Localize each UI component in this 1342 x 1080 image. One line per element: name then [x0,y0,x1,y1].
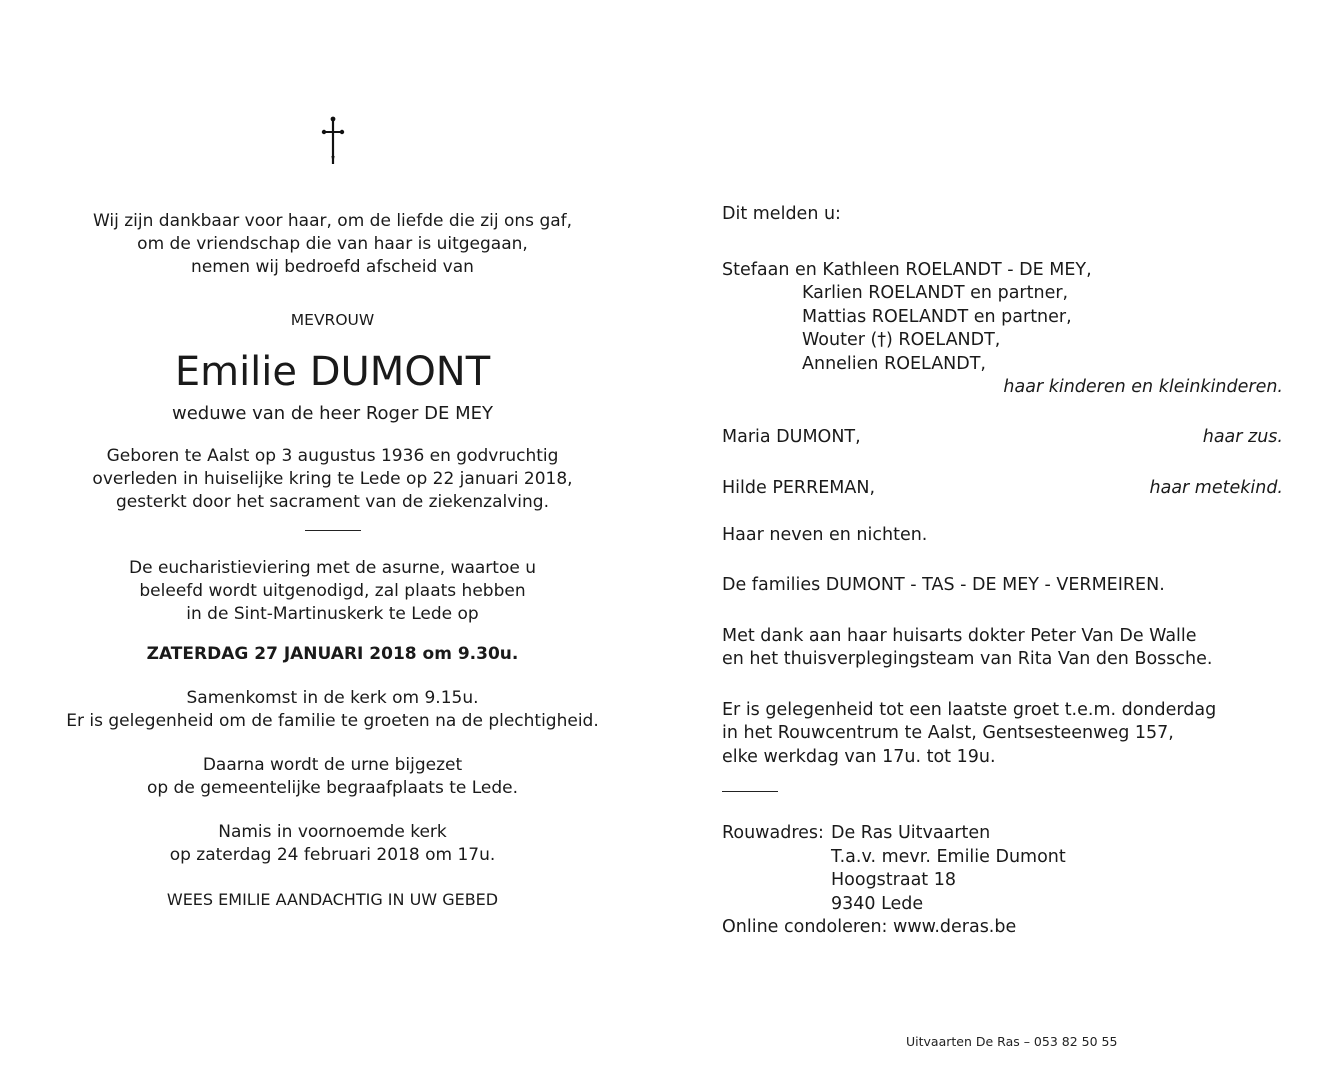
intro-line: nemen wij bedroefd afscheid van [191,257,474,277]
urn-line: op de gemeentelijke begraafplaats te Lede. [146,778,519,798]
intro-line: Wij zijn dankbaar voor haar, om de liefde die zij ons gaf, [92,211,573,231]
nephews-text: Haar neven en nichten. [722,524,928,545]
mass-line: beleefd wordt uitgenodigd, zal plaats hebben [139,581,526,601]
address-line: Hoogstraat 18 [831,870,956,890]
children-role: haar kinderen en kleinkinderen. [1003,377,1283,397]
address-line: 9340 Lede [831,893,924,914]
thanks-line: en het thuisverplegingsteam van Rita Van den Bossche. [722,649,1213,669]
left-panel [40,110,625,911]
godchild-role: haar metekind. [1149,478,1283,498]
closing-text: WEES EMILIE AANDACHTIG IN UW GEBED [166,890,499,909]
mass-line: in de Sint-Martinuskerk te Lede op [186,604,479,624]
visit-line: in het Rouwcentrum te Aalst, Gentsesteenweg 157, [722,723,1174,743]
right-panel [722,203,1283,940]
address-block [722,822,1283,916]
divider [722,791,778,792]
visit-text [722,699,1283,770]
meeting-line: Samenkomst in de kerk om 9.15u. [186,688,479,708]
grandchild: Wouter (†) ROELANDT, [802,330,1001,350]
children-head: Stefaan en Kathleen ROELANDT - DE MEY, [722,259,1092,280]
meeting-line: Er is gelegenheid om de familie te groeten na de plechtigheid. [66,711,599,731]
address-line: De Ras Uitvaarten [831,823,991,843]
born-line: Geboren te Aalst op 3 augustus 1936 en godvruchtig [106,446,559,466]
address-label: Rouwadres: [722,823,824,843]
salutation: MEVROUW [290,311,375,329]
divider [305,530,361,531]
address-line: T.a.v. mevr. Emilie Dumont [831,846,1066,867]
birth-death-text [40,445,625,514]
address-lines [831,822,1066,916]
cross-icon [318,110,348,170]
namis-line: Namis in voornoemde kerk [218,822,447,842]
godchild-name: Hilde PERREMAN, [722,478,876,498]
meeting-text [40,687,625,733]
born-line: overleden in huiselijke kring te Lede op 22 januari 2018, [92,469,573,489]
deceased-name: Emilie DUMONT [174,349,491,395]
sister-role: haar zus. [1202,426,1283,447]
namis-text [40,821,625,867]
grandchild: Karlien ROELANDT en partner, [802,283,1069,303]
grandchild: Annelien ROELANDT, [802,353,986,374]
children-block [722,259,1283,400]
mass-text [40,557,625,626]
visit-line: Er is gelegenheid tot een laatste groet t.e.m. donderdag [722,699,1217,720]
thanks-text [722,625,1283,672]
born-line: gesterkt door het sacrament van de ziekenzalving. [115,492,550,512]
godchild-row [722,477,1283,501]
visit-line: elke werkdag van 17u. tot 19u. [722,746,996,767]
urn-line: Daarna wordt de urne bijgezet [202,755,463,775]
sister-row [722,426,1283,450]
thanks-line: Met dank aan haar huisarts dokter Peter Van De Walle [722,625,1197,646]
sister-name: Maria DUMONT, [722,426,861,447]
intro-text [40,210,625,279]
announce-text: Dit melden u: [722,204,841,224]
widow-line: weduwe van de heer Roger DE MEY [171,403,494,424]
urn-text [40,754,625,800]
mass-line: De eucharistieviering met de asurne, waartoe u [128,558,537,578]
namis-line: op zaterdag 24 februari 2018 om 17u. [169,845,496,865]
families-text: De families DUMONT - TAS - DE MEY - VERMEIREN. [722,575,1165,595]
online-condolence: Online condoleren: www.deras.be [722,917,1017,937]
intro-line: om de vriendschap die van haar is uitgegaan, [137,234,528,254]
footer-text: Uitvaarten De Ras – 053 82 50 55 [906,1034,1118,1049]
grandchild: Mattias ROELANDT en partner, [802,306,1072,327]
ceremony-date: ZATERDAG 27 JANUARI 2018 om 9.30u. [146,644,519,664]
